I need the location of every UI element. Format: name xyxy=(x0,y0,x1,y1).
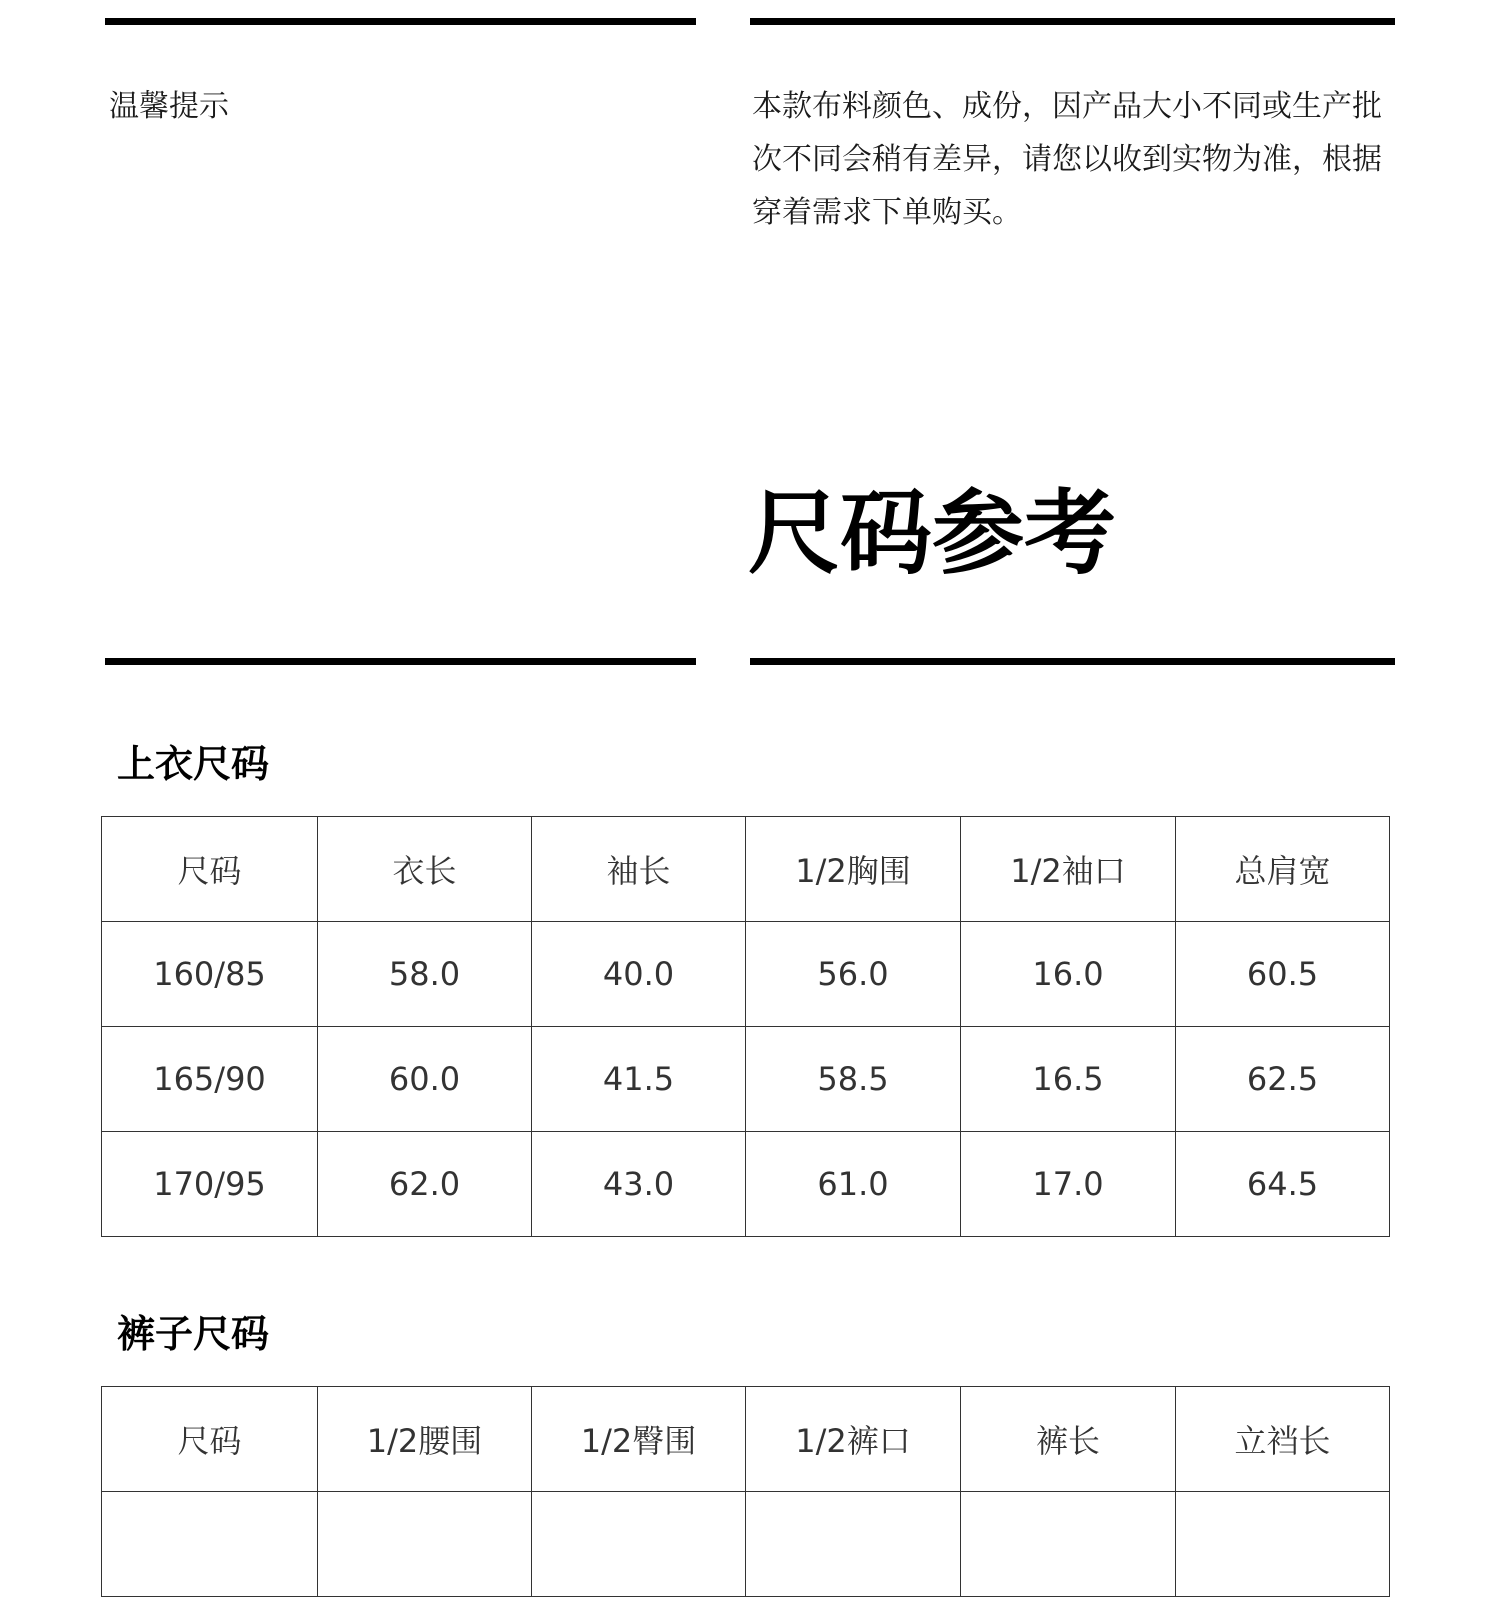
table-cell: 160/85 xyxy=(102,922,318,1027)
notice-label: 温馨提示 xyxy=(109,89,229,124)
table-cell xyxy=(532,1492,746,1597)
table-cell xyxy=(961,1492,1176,1597)
tops-size-table xyxy=(101,816,1390,1237)
header-cell: 衣长 xyxy=(318,817,532,922)
header-cell: 1/2腰围 xyxy=(318,1387,532,1492)
table-cell: 64.5 xyxy=(1176,1132,1390,1237)
table-row xyxy=(102,1132,1390,1237)
divider-top-right xyxy=(750,18,1395,25)
table-cell: 41.5 xyxy=(532,1027,746,1132)
table-cell: 16.0 xyxy=(961,922,1176,1027)
table-cell xyxy=(746,1492,961,1597)
table-cell xyxy=(1176,1492,1390,1597)
table-row xyxy=(102,1027,1390,1132)
table-cell: 17.0 xyxy=(961,1132,1176,1237)
header-cell: 袖长 xyxy=(532,817,746,922)
header-cell: 尺码 xyxy=(102,1387,318,1492)
table-header-row xyxy=(102,1387,1390,1492)
table-cell: 165/90 xyxy=(102,1027,318,1132)
table-cell: 58.0 xyxy=(318,922,532,1027)
tops-size-title: 上衣尺码 xyxy=(117,742,270,786)
table-cell: 62.5 xyxy=(1176,1027,1390,1132)
table-cell: 61.0 xyxy=(746,1132,961,1237)
header-cell: 总肩宽 xyxy=(1176,817,1390,922)
table-cell xyxy=(102,1492,318,1597)
table-cell: 170/95 xyxy=(102,1132,318,1237)
pants-size-title: 裤子尺码 xyxy=(117,1312,270,1356)
header-cell: 尺码 xyxy=(102,817,318,922)
header-cell: 1/2胸围 xyxy=(746,817,961,922)
header-cell: 1/2臀围 xyxy=(532,1387,746,1492)
size-reference-title: 尺码参考 xyxy=(748,480,1117,587)
divider-top-left xyxy=(105,18,696,25)
table-cell: 60.5 xyxy=(1176,922,1390,1027)
header-cell: 立裆长 xyxy=(1176,1387,1390,1492)
notice-text: 本款布料颜色、成份，因产品大小不同或生产批次不同会稍有差异，请您以收到实物为准，根据穿着需求下单购买。 xyxy=(752,89,1382,230)
table-cell: 16.5 xyxy=(961,1027,1176,1132)
header-cell: 裤长 xyxy=(961,1387,1176,1492)
divider-mid-left xyxy=(105,658,696,665)
table-row xyxy=(102,1492,1390,1597)
table-cell: 58.5 xyxy=(746,1027,961,1132)
table-cell: 43.0 xyxy=(532,1132,746,1237)
table-cell: 40.0 xyxy=(532,922,746,1027)
divider-mid-right xyxy=(750,658,1395,665)
table-cell: 60.0 xyxy=(318,1027,532,1132)
pants-size-table xyxy=(101,1386,1390,1597)
table-cell: 62.0 xyxy=(318,1132,532,1237)
header-cell: 1/2裤口 xyxy=(746,1387,961,1492)
table-header-row xyxy=(102,817,1390,922)
table-cell: 56.0 xyxy=(746,922,961,1027)
header-cell: 1/2袖口 xyxy=(961,817,1176,922)
table-row xyxy=(102,922,1390,1027)
table-cell xyxy=(318,1492,532,1597)
